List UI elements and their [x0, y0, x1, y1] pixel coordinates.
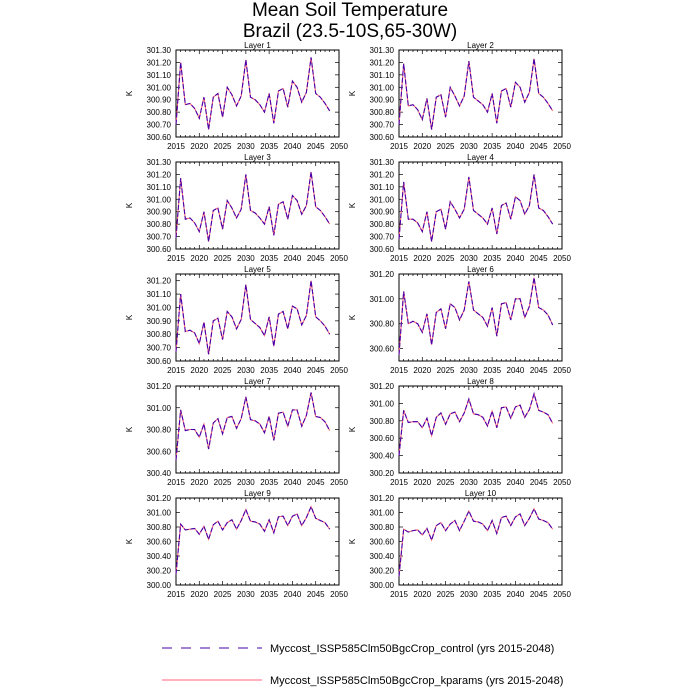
x-tick-label: 2030 [459, 254, 478, 263]
y-tick-label: 301.00 [369, 399, 394, 409]
series-line-control [399, 394, 553, 456]
x-tick-label: 2015 [390, 590, 408, 599]
y-tick-label: 301.10 [369, 70, 394, 80]
x-tick-label: 2025 [436, 590, 455, 599]
plot-frame [176, 50, 339, 137]
panel-title: Layer 6 [467, 265, 494, 274]
x-tick-label: 2040 [506, 478, 525, 487]
y-tick-label: 300.00 [369, 581, 394, 590]
y-tick-label: 301.20 [369, 58, 394, 68]
x-tick-label: 2025 [436, 254, 455, 263]
legend-label-control: Myccost_ISSP585Clm50BgcCrop_control (yrs 2015-2048) [270, 643, 555, 655]
panel-title: Layer 5 [244, 265, 271, 274]
x-tick-label: 2050 [553, 142, 571, 151]
x-tick-label: 2040 [283, 478, 302, 487]
plot-frame [176, 386, 339, 473]
x-tick-label: 2050 [553, 254, 571, 263]
x-tick-label: 2030 [236, 478, 255, 487]
y-tick-label: 301.20 [146, 382, 171, 391]
y-tick-label: 300.60 [369, 434, 394, 444]
x-tick-label: 2025 [213, 254, 232, 263]
x-tick-label: 2015 [167, 478, 185, 487]
series-line-control [176, 507, 330, 574]
series-line-kparams [399, 509, 553, 576]
x-tick-label: 2035 [483, 254, 502, 263]
x-tick-label: 2025 [213, 590, 232, 599]
y-tick-label: 300.90 [146, 207, 171, 217]
y-tick-label: 301.10 [146, 290, 171, 300]
y-tick-label: 301.00 [146, 303, 171, 313]
y-tick-label: 301.30 [146, 158, 171, 167]
y-tick-label: 301.00 [369, 195, 394, 205]
y-tick-label: 301.00 [369, 294, 394, 304]
x-tick-label: 2015 [167, 142, 185, 151]
x-tick-label: 2050 [553, 590, 571, 599]
panel-title: Layer 9 [244, 489, 271, 498]
y-tick-label: 300.40 [369, 451, 394, 461]
y-tick-label: 301.00 [146, 403, 171, 413]
series-line-control [176, 393, 330, 460]
x-tick-label: 2015 [390, 366, 408, 375]
x-tick-label: 2030 [236, 254, 255, 263]
x-tick-label: 2015 [167, 254, 185, 263]
y-tick-label: 300.70 [146, 120, 171, 130]
y-tick-label: 301.30 [369, 158, 394, 167]
y-tick-label: 301.00 [146, 83, 171, 93]
x-tick-label: 2020 [190, 254, 209, 263]
panel-title: Layer 3 [244, 153, 271, 162]
x-tick-label: 2045 [306, 478, 325, 487]
y-tick-label: 301.20 [146, 494, 171, 503]
x-tick-label: 2020 [413, 590, 432, 599]
panel-2 [348, 41, 571, 151]
y-tick-label: 300.80 [146, 220, 171, 230]
y-tick-label: 301.00 [369, 83, 394, 93]
x-tick-label: 2035 [260, 142, 279, 151]
panel-title: Layer 10 [464, 489, 497, 498]
plot-frame [176, 274, 339, 361]
y-tick-label: 300.80 [146, 108, 171, 118]
x-tick-label: 2050 [553, 366, 571, 375]
y-tick-label: 301.20 [146, 58, 171, 68]
panel-7 [125, 377, 348, 487]
y-tick-label: 300.80 [146, 330, 171, 340]
x-tick-label: 2015 [167, 590, 185, 599]
series-line-control [399, 174, 553, 241]
panel-6 [348, 265, 571, 375]
series-line-kparams [399, 394, 553, 456]
y-tick-label: 300.20 [369, 566, 394, 576]
y-tick-label: 300.80 [146, 523, 171, 532]
plot-frame [399, 386, 562, 473]
x-tick-label: 2015 [390, 254, 408, 263]
title-line-2: Brazil (23.5-10S,65-30W) [242, 21, 458, 42]
x-tick-label: 2045 [306, 590, 325, 599]
panel-title: Layer 4 [467, 153, 494, 162]
x-tick-label: 2030 [236, 142, 255, 151]
title-line-1: Mean Soil Temperature [251, 0, 449, 21]
plot-frame [399, 498, 562, 585]
x-tick-label: 2035 [260, 478, 279, 487]
panel-1 [125, 41, 348, 151]
x-tick-label: 2025 [436, 478, 455, 487]
x-tick-label: 2030 [459, 366, 478, 375]
series-line-control [176, 281, 330, 355]
series-line-kparams [176, 393, 330, 460]
panel-4 [348, 153, 571, 263]
x-tick-label: 2030 [236, 366, 255, 375]
x-tick-label: 2040 [283, 590, 302, 599]
x-tick-label: 2025 [213, 478, 232, 487]
x-tick-label: 2020 [190, 590, 209, 599]
y-tick-label: 300.60 [369, 344, 394, 354]
x-tick-label: 2050 [330, 254, 348, 263]
x-tick-label: 2035 [260, 590, 279, 599]
y-tick-label: 301.10 [146, 182, 171, 192]
y-tick-label: 300.60 [146, 537, 171, 547]
legend [0, 636, 700, 696]
y-tick-label: 301.30 [146, 46, 171, 55]
plot-frame [399, 50, 562, 137]
x-tick-label: 2025 [213, 142, 232, 151]
plot-frame [399, 162, 562, 249]
plot-frame [399, 274, 562, 361]
y-tick-label: 300.60 [369, 245, 394, 254]
x-tick-label: 2030 [459, 142, 478, 151]
y-axis-label: K [125, 202, 134, 209]
x-tick-label: 2035 [260, 254, 279, 263]
x-tick-label: 2015 [167, 366, 185, 375]
x-tick-label: 2025 [213, 366, 232, 375]
panel-8 [348, 377, 571, 487]
y-tick-label: 300.20 [369, 469, 394, 478]
x-tick-label: 2035 [483, 142, 502, 151]
x-tick-label: 2045 [529, 254, 548, 263]
x-tick-label: 2045 [306, 142, 325, 151]
panel-title: Layer 7 [244, 377, 271, 386]
x-tick-label: 2020 [190, 478, 209, 487]
y-tick-label: 300.00 [146, 581, 171, 590]
y-tick-label: 301.00 [146, 195, 171, 205]
y-tick-label: 301.00 [369, 508, 394, 518]
y-tick-label: 301.20 [146, 276, 171, 286]
y-tick-label: 300.80 [369, 220, 394, 230]
y-tick-label: 300.40 [146, 552, 171, 561]
y-tick-label: 300.20 [146, 566, 171, 576]
x-tick-label: 2050 [330, 478, 348, 487]
series-line-control [399, 278, 553, 355]
x-tick-label: 2030 [459, 478, 478, 487]
y-tick-label: 301.00 [146, 508, 171, 518]
x-tick-label: 2045 [529, 478, 548, 487]
x-tick-label: 2020 [413, 254, 432, 263]
y-tick-label: 300.80 [369, 108, 394, 118]
y-axis-label: K [125, 314, 134, 321]
y-tick-label: 300.60 [146, 447, 171, 457]
x-tick-label: 2035 [260, 366, 279, 375]
y-tick-label: 300.60 [146, 133, 171, 142]
x-tick-label: 2035 [483, 590, 502, 599]
y-tick-label: 301.10 [369, 182, 394, 192]
x-tick-label: 2020 [413, 142, 432, 151]
y-axis-label: K [348, 426, 357, 433]
x-tick-label: 2015 [390, 142, 408, 151]
x-tick-label: 2040 [506, 142, 525, 151]
y-axis-label: K [125, 538, 134, 545]
x-tick-label: 2040 [506, 590, 525, 599]
x-tick-label: 2015 [390, 478, 408, 487]
y-tick-label: 300.40 [369, 552, 394, 561]
y-axis-label: K [348, 314, 357, 321]
x-tick-label: 2020 [190, 142, 209, 151]
y-tick-label: 300.90 [146, 95, 171, 105]
y-tick-label: 300.60 [146, 245, 171, 254]
x-tick-label: 2025 [436, 142, 455, 151]
panel-title: Layer 1 [244, 41, 271, 50]
panel-5 [125, 265, 348, 375]
y-axis-label: K [125, 90, 134, 97]
x-tick-label: 2020 [190, 366, 209, 375]
y-tick-label: 300.90 [369, 95, 394, 105]
y-tick-label: 301.20 [369, 494, 394, 503]
y-tick-label: 300.90 [146, 316, 171, 326]
y-tick-label: 300.40 [146, 469, 171, 478]
y-tick-label: 300.60 [146, 357, 171, 366]
panel-title: Layer 2 [467, 41, 494, 50]
x-tick-label: 2045 [529, 590, 548, 599]
panel-10 [348, 489, 571, 599]
x-tick-label: 2025 [436, 366, 455, 375]
y-axis-label: K [348, 538, 357, 545]
x-tick-label: 2035 [483, 478, 502, 487]
x-tick-label: 2050 [330, 590, 348, 599]
x-tick-label: 2040 [283, 254, 302, 263]
series-line-kparams [399, 278, 553, 355]
x-tick-label: 2040 [506, 254, 525, 263]
x-tick-label: 2040 [283, 142, 302, 151]
panel-9 [125, 489, 348, 599]
y-tick-label: 300.70 [146, 343, 171, 353]
y-tick-label: 300.70 [369, 120, 394, 130]
y-tick-label: 300.80 [369, 523, 394, 532]
series-line-control [399, 509, 553, 576]
y-tick-label: 301.10 [146, 70, 171, 80]
x-tick-label: 2030 [236, 590, 255, 599]
x-tick-label: 2020 [413, 478, 432, 487]
plot-frame [176, 498, 339, 585]
series-line-control [176, 172, 330, 242]
y-tick-label: 301.30 [369, 46, 394, 55]
y-tick-label: 300.60 [369, 537, 394, 547]
panel-3 [125, 153, 348, 263]
y-tick-label: 301.20 [369, 270, 394, 279]
y-tick-label: 300.80 [369, 319, 394, 329]
y-axis-label: K [348, 202, 357, 209]
y-tick-label: 300.60 [369, 133, 394, 142]
series-line-control [176, 57, 330, 129]
y-tick-label: 301.20 [369, 382, 394, 391]
y-axis-label: K [348, 90, 357, 97]
legend-label-kparams: Myccost_ISSP585Clm50BgcCrop_kparams (yrs 2015-2048) [270, 675, 564, 687]
x-tick-label: 2050 [330, 366, 348, 375]
x-tick-label: 2035 [483, 366, 502, 375]
panel-title: Layer 8 [467, 377, 494, 386]
x-tick-label: 2050 [330, 142, 348, 151]
y-tick-label: 300.70 [146, 232, 171, 242]
y-tick-label: 301.20 [146, 170, 171, 180]
y-tick-label: 300.70 [369, 232, 394, 242]
x-tick-label: 2040 [506, 366, 525, 375]
x-tick-label: 2045 [306, 366, 325, 375]
y-tick-label: 300.90 [369, 207, 394, 217]
y-axis-label: K [125, 426, 134, 433]
x-tick-label: 2030 [459, 590, 478, 599]
x-tick-label: 2050 [553, 478, 571, 487]
x-tick-label: 2045 [529, 366, 548, 375]
y-tick-label: 300.80 [146, 425, 171, 435]
x-tick-label: 2045 [529, 142, 548, 151]
x-tick-label: 2045 [306, 254, 325, 263]
plot-frame [176, 162, 339, 249]
x-tick-label: 2020 [413, 366, 432, 375]
x-tick-label: 2040 [283, 366, 302, 375]
y-tick-label: 300.80 [369, 416, 394, 426]
series-line-control [399, 59, 553, 130]
y-tick-label: 301.20 [369, 170, 394, 180]
